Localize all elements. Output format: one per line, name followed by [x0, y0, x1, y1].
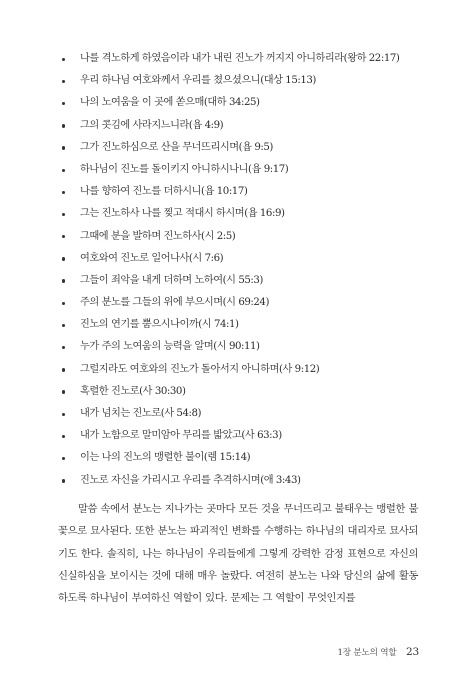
list-item: 우리 하나님 여호와께서 우리를 쳤으셨으니(대상 15:13)	[58, 70, 438, 92]
list-item: 내가 넘치는 진노로(사 54:8)	[58, 403, 438, 425]
list-item: 그의 콧김에 사라지느니라(욥 4:9)	[58, 115, 438, 137]
page-number: 23	[406, 646, 419, 658]
page-footer	[338, 646, 419, 658]
scripture-list	[58, 48, 438, 492]
list-item: 그럴지라도 여호와의 진노가 돌아서지 아니하며(사 9:12)	[58, 359, 438, 381]
list-item: 그때에 분을 발하며 진노하사(시 2:5)	[58, 226, 438, 248]
list-item: 그는 진노하사 나를 찢고 적대시 하시며(욥 16:9)	[58, 203, 438, 225]
list-item: 이는 나의 진노의 맹렬한 불이(렘 15:14)	[58, 447, 438, 469]
list-item: 여호와여 진노로 일어나사(시 7:6)	[58, 248, 438, 270]
list-item: 나를 향하여 진노를 더하시니(욥 10:17)	[58, 181, 438, 203]
list-item: 하나님이 진노를 돌이키지 아니하시나니(욥 9:17)	[58, 159, 438, 181]
list-item: 나를 격노하게 하였음이라 내가 내린 진노가 꺼지지 아니하리라(왕하 22:17)	[58, 48, 438, 70]
body-paragraph: 말씀 속에서 분노는 지나가는 곳마다 모든 것을 무너뜨리고 불태우는 맹렬한 불꽃으로 묘사된다. 또한 분노는 파괴적인 변화를 수행하는 하나님의 대리자로 묘사되기도 한다. 솔직히, 나는 하나님이 우리들에게 그렇게 강력한 감정 표현으로 자신의 신실하심을 보이시는 것에 대해 매우 놀랐다. 여전히 분노는 나와 당신의 삶에 활동하도록 하나님이 부여하신 역할이 있다. 문제는 그 역할이 무엇인지를	[58, 503, 418, 605]
list-item: 그들이 죄악을 내게 더하며 노하여(시 55:3)	[58, 270, 438, 292]
running-header-chapter: 1장 분노의 역할	[337, 648, 397, 658]
list-item: 진노의 연기를 뿜으시나이까(시 74:1)	[58, 314, 438, 336]
list-item: 혹렬한 진노로(사 30:30)	[58, 381, 438, 403]
list-item: 내가 노함으로 말미암아 무리를 밟았고(사 63:3)	[58, 425, 438, 447]
list-item: 나의 노여움을 이 곳에 쏟으매(대하 34:25)	[58, 92, 438, 114]
list-item: 주의 분노를 그들의 위에 부으시며(시 69:24)	[58, 292, 438, 314]
list-item: 누가 주의 노여움의 능력을 알며(시 90:11)	[58, 336, 438, 358]
list-item: 그가 진노하심으로 산을 무너뜨리시며(욥 9:5)	[58, 137, 438, 159]
list-item: 진노로 자신을 가리시고 우리를 추격하시며(애 3:43)	[58, 470, 438, 492]
